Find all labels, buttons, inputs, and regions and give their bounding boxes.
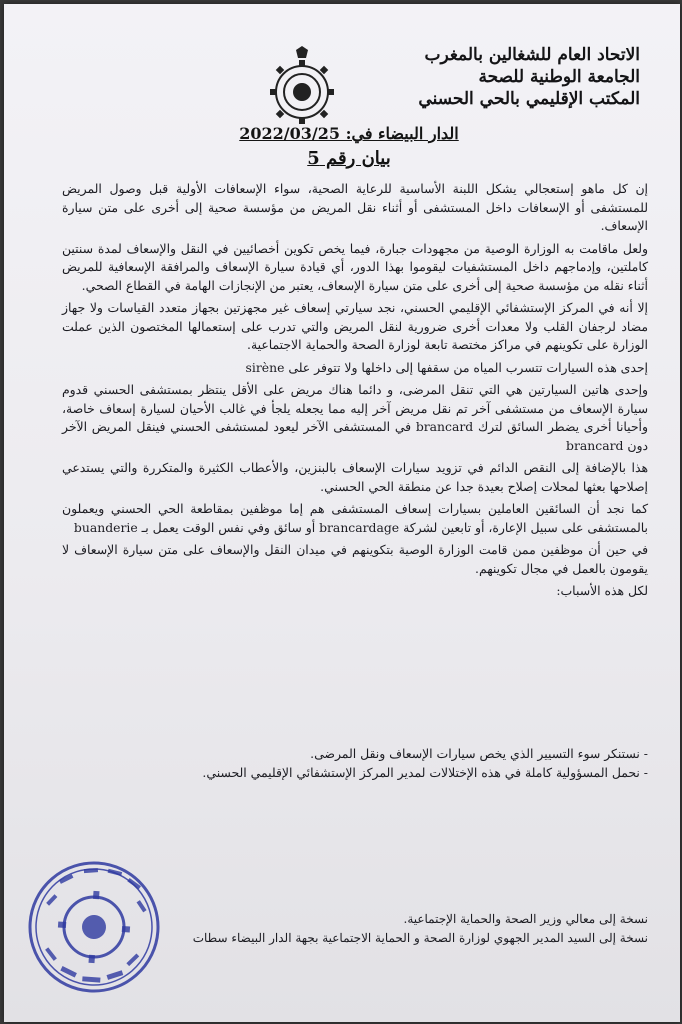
paragraph: في حين أن موظفين ممن قامت الوزارة الوصية بتكوينهم في ميدان النقل والإسعاف على متن سيارة الإسعاف لا يقومون بالعمل في مجال تكوينهم.: [62, 542, 648, 576]
paragraph: لكل هذه الأسباب:: [556, 583, 648, 598]
union-stamp-icon: [19, 852, 168, 1001]
paragraph: إلا أنه في المركز الإستشفائي الإقليمي الحسني، نجد سيارتي إسعاف غير مجهزتين بجهاز متعدد القياسات ولا جهاز مضاد لرجفان القلب ولا معدات أخرى ضرورية لنقل المريض والتي تدرب على إستعمالها المختصون الذين عملت الوزارة على تكوينهم في مراكز مختصة تابعة لوزارة الصحة والحماية الاجتماعية.: [62, 300, 648, 352]
office-name: المكتب الإقليمي بالحي الحسني: [418, 89, 640, 109]
list-item: - نحمل المسؤولية كاملة في هذه الإختلالات لمدير المركز الإستشفائي الإقليمي الحسني.: [202, 765, 648, 780]
document-page: [4, 4, 680, 1022]
paragraph: كما نجد أن السائقين العاملين بسيارات إسعاف المستشفى هم إما موظفين بمقاطعة الحي الحسني ويعملون بالمستشفى على سبيل الإعارة، أو تابعين لشركة brancardage أو سائق وفي نفس الوقت يعمل بـ buanderie: [62, 501, 648, 535]
demands-list: [64, 744, 648, 782]
copies-list: [184, 910, 648, 948]
union-logo-icon: [260, 46, 344, 130]
paragraph: هذا بالإضافة إلى النقص الدائم في تزويد سيارات الإسعاف بالبنزين، والأعطاب الكثيرة والمتكررة والتي يستدعي إصلاحها بعثها لمحلات إصلاح بعيدة جدا عن منطقة الحي الحسني.: [62, 460, 648, 494]
statement-body: [62, 180, 648, 605]
paragraph: ولعل ماقامت به الوزارة الوصية من مجهودات جبارة، فيما يخص تكوين أخصائيين في النقل والإسعاف لمدة سنتين كاملتين، وإدماجهم داخل المستشفيات ليقوموا بهذا الدور، أي قيادة سيارة الإسعاف والمرافقة الإسعافية للمريض أثناء نقله من مؤسسة صحية إلى أخرى على متن سيارة الإسعاف، يعتبر من الإنجازات الهامة في القطاع الصحي.: [62, 240, 648, 293]
list-item: - نستنكر سوء التسيير الذي يخص سيارات الإسعاف ونقل المرضى.: [310, 746, 648, 761]
copy-recipient: نسخة إلى السيد المدير الجهوي لوزارة الصحة و الحماية الاجتماعية بجهة الدار البيضاء سطات: [192, 931, 648, 945]
paragraph: وإحدى هاتين السيارتين هي التي تنقل المرضى، و دائما هناك مريض على الأقل ينتظر بمستشفى الحسني قدوم سيارة الإسعاف من مستشفى آخر تم نقل مريض آخر إليه مما يجعله يلجأ في غالب الأحيان لسيارة إسعاف خاصة، وأحيانا أخرى يضطر السائق لترك brancard في المستشفى الآخر ليعود لمستشفى الحسني فينقل المريض الآخر دون brancard: [62, 382, 648, 453]
dateline: الدار البيضاء في: 2022/03/25: [239, 124, 459, 143]
letterhead: [340, 44, 640, 110]
union-name: الاتحاد العام للشغالين بالمغرب: [424, 45, 640, 65]
copy-recipient: نسخة إلى معالي وزير الصحة والحماية الإجتماعية.: [403, 912, 648, 926]
federation-name: الجامعة الوطنية للصحة: [478, 67, 640, 87]
paragraph: إحدى هذه السيارات تتسرب المياه من سقفها إلى داخلها ولا تتوفر على sirène: [245, 359, 648, 375]
paragraph: إن كل ماهو إستعجالي يشكل اللبنة الأساسية للرعاية الصحية، سواء الإسعافات الأولية قبل وصول المريض للمستشفى أو الإسعافات داخل المستشفى أو أثناء نقل المريض من مؤسسة صحية إلى أخرى على متن سيارة الإسعاف.: [62, 181, 648, 233]
statement-title: بيان رقم 5: [307, 148, 391, 169]
